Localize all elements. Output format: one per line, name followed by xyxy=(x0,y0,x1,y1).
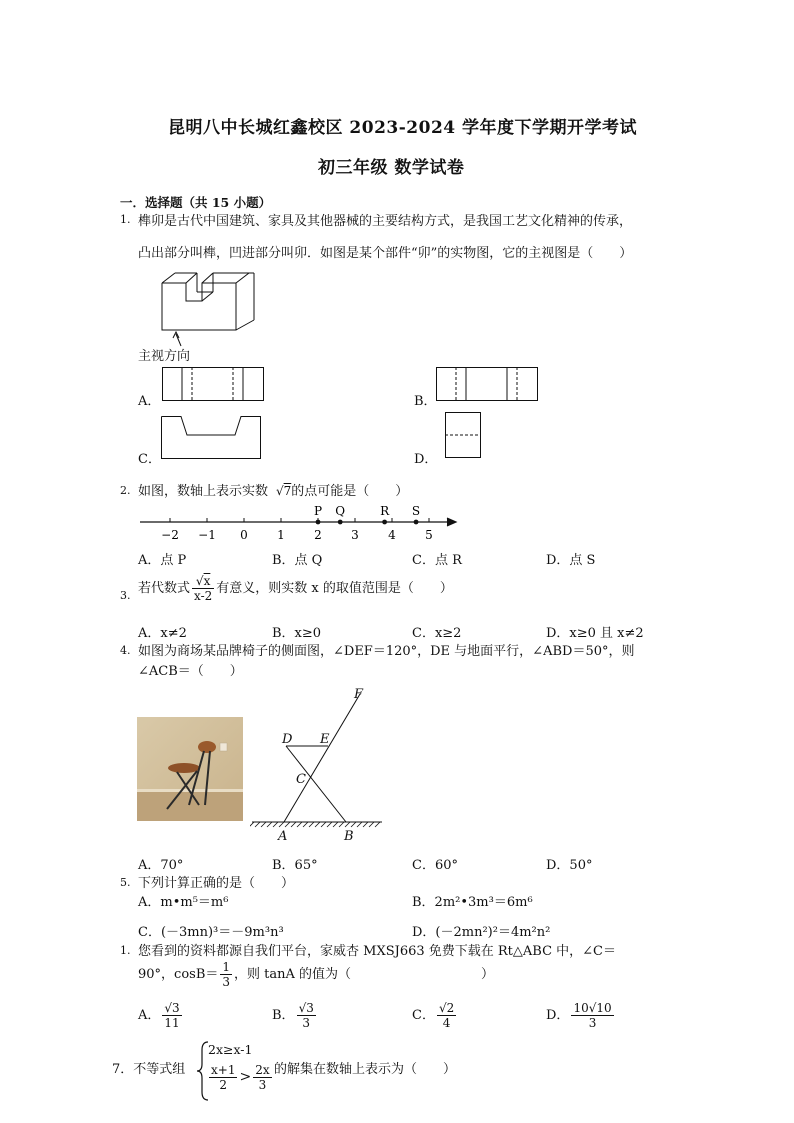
option-c[interactable]: C．60° xyxy=(412,858,458,873)
fraction-denominator: 3 xyxy=(258,1078,267,1092)
inequality-1: 2x≥x-1 xyxy=(208,1042,253,1057)
label-b: B xyxy=(344,829,354,844)
number-line-q2 xyxy=(136,500,466,544)
ground-hatch xyxy=(255,822,260,827)
ground-hatch xyxy=(261,822,266,827)
point-q xyxy=(338,520,343,525)
point-label-p: P xyxy=(313,504,323,518)
view-direction-label: 主视方向 xyxy=(138,349,191,364)
option-b-figure xyxy=(436,367,540,403)
ground-hatch xyxy=(285,822,290,827)
ground-hatch xyxy=(309,822,314,827)
option-label: D． xyxy=(546,1008,570,1023)
question-number: 4. xyxy=(120,644,131,657)
tick-label: 0 xyxy=(240,528,248,542)
point-r xyxy=(382,520,387,525)
fraction-denominator: 3 xyxy=(588,1016,597,1030)
question-text: 有意义，则实数 x 的取值范围是（ ） xyxy=(216,581,453,596)
fraction xyxy=(253,1063,271,1092)
fraction-numerator: 10√10 xyxy=(573,1001,612,1015)
fraction-numerator: √3 xyxy=(298,1001,314,1015)
question-text-part xyxy=(138,960,494,989)
fraction-denominator: 2 xyxy=(219,1078,228,1092)
ground-hatch xyxy=(357,822,362,827)
tick-label: 5 xyxy=(425,528,433,542)
option-text: D．点 S xyxy=(546,553,596,568)
option-c[interactable]: C．(－3mn)³＝－9m³n³ xyxy=(138,925,284,940)
ground-hatch xyxy=(375,822,380,827)
option-b[interactable] xyxy=(272,1001,318,1030)
question-number: 2. xyxy=(120,484,131,497)
option-b[interactable]: B．2m²•3m³＝6m⁶ xyxy=(412,895,533,910)
fraction xyxy=(162,1001,181,1030)
point-label-r: R xyxy=(380,504,390,518)
inequality-relation: > xyxy=(239,1069,252,1085)
point-label-s: S xyxy=(411,504,421,518)
ground-hatch xyxy=(303,822,308,827)
option-d-figure xyxy=(445,412,483,460)
question-text-part xyxy=(138,480,408,499)
fraction-denominator: 4 xyxy=(442,1016,451,1030)
question-text: 榫卯是古代中国建筑、家具及其他器械的主要结构方式，是我国工艺文化精神的传承， xyxy=(138,214,633,229)
ground-hatch xyxy=(369,822,374,827)
option-c[interactable] xyxy=(412,1001,458,1030)
ground-hatch xyxy=(279,822,284,827)
question-text: 若代数式 xyxy=(138,581,191,596)
option-text: A．点 P xyxy=(138,553,187,568)
ground-hatch xyxy=(351,822,356,827)
fraction xyxy=(297,1001,316,1030)
option-text: C．点 R xyxy=(412,553,462,568)
inequality-2 xyxy=(207,1063,274,1092)
question-number: 7．不等式组 xyxy=(112,1062,186,1077)
ground-hatch xyxy=(321,822,326,827)
fraction xyxy=(220,960,232,989)
tick-label: 4 xyxy=(388,528,396,542)
tick-label: 3 xyxy=(351,528,359,542)
chair-photo xyxy=(137,717,243,821)
ground-hatch xyxy=(333,822,338,827)
label-f: F xyxy=(354,687,364,702)
mortise-3d-figure xyxy=(150,268,270,350)
option-a[interactable]: A．m•m⁵＝m⁶ xyxy=(138,895,229,910)
question-text: 90°，cosB＝ xyxy=(138,967,219,982)
option-c[interactable] xyxy=(412,549,462,568)
question-number: 5. xyxy=(120,876,131,889)
option-c[interactable]: C． xyxy=(138,452,161,467)
chair-geometry-figure xyxy=(250,686,390,846)
option-text: B．点 Q xyxy=(272,553,323,568)
option-b[interactable] xyxy=(272,549,322,568)
section-heading: 一．选择题（共 15 小题） xyxy=(120,195,272,210)
fraction-denominator: 3 xyxy=(222,975,231,989)
fraction-denominator: 3 xyxy=(302,1016,311,1030)
ground-hatch xyxy=(267,822,272,827)
question-text: 如图，数轴上表示实数 xyxy=(138,484,269,499)
label-c: C xyxy=(296,772,306,787)
ground-hatch xyxy=(250,822,254,827)
option-a[interactable]: A． xyxy=(138,394,161,409)
point-p xyxy=(316,520,321,525)
tick-label: 1 xyxy=(277,528,285,542)
fraction xyxy=(571,1001,613,1030)
label-a: A xyxy=(278,829,288,844)
option-a[interactable] xyxy=(138,549,186,568)
ground-hatch xyxy=(273,822,278,827)
option-b[interactable]: B．x≥0 xyxy=(272,626,322,641)
fraction-numerator: √2 xyxy=(438,1001,455,1015)
question-number: 1. xyxy=(120,213,131,226)
tick-label: −1 xyxy=(198,528,216,542)
ground-hatch xyxy=(291,822,296,827)
ground-hatch xyxy=(327,822,332,827)
fraction-numerator: √3 xyxy=(164,1001,180,1015)
fraction-numerator: x+1 xyxy=(211,1063,236,1077)
option-c-figure xyxy=(161,416,263,462)
question-number: 3. xyxy=(120,589,131,602)
option-d[interactable]: D．50° xyxy=(546,858,593,873)
question-text: ∠ACB＝（ ） xyxy=(138,664,243,679)
question-text: 凸出部分叫榫，凹进部分叫卯．如图是某个部件“卯”的实物图，它的主视图是（ ） xyxy=(138,246,633,261)
option-a[interactable]: A．x≠2 xyxy=(138,626,187,641)
option-label: B． xyxy=(272,1008,295,1023)
fraction-numerator: 2x xyxy=(255,1063,270,1077)
page-subtitle: 初三年级 数学试卷 xyxy=(318,158,465,178)
ground-hatch xyxy=(315,822,320,827)
question-text: 的点可能是（ ） xyxy=(291,484,409,499)
label-e: E xyxy=(320,732,330,747)
question-text: 您看到的资料都源自我们平台，家威杏 MXSJ663 免费下载在 Rt△ABC 中，∠C＝ xyxy=(138,944,617,959)
option-label: A． xyxy=(138,1008,161,1023)
tick-label: 2 xyxy=(314,528,322,542)
question-text: 下列计算正确的是（ ） xyxy=(138,876,295,891)
fraction-numerator: 1 xyxy=(222,960,231,974)
option-d[interactable]: D．(－2mn²)²＝4m²n² xyxy=(412,925,551,940)
question-text: 如图为商场某品牌椅子的侧面图，∠DEF＝120°，DE 与地面平行，∠ABD＝50°，则 xyxy=(138,644,635,659)
option-label: C． xyxy=(412,1008,435,1023)
option-d[interactable] xyxy=(546,1001,616,1030)
sqrt-radicand: 7 xyxy=(283,484,292,498)
question-text: ，则 tanA 的值为（ ） xyxy=(234,967,495,982)
fraction-numerator: √x xyxy=(192,574,214,589)
ground-hatch xyxy=(339,822,344,827)
option-b[interactable]: B．65° xyxy=(272,858,318,873)
tick-label: −2 xyxy=(161,528,179,542)
fraction-denominator: x-2 xyxy=(194,589,213,603)
option-a[interactable]: A．70° xyxy=(138,858,184,873)
point-s xyxy=(414,520,419,525)
question-text-part xyxy=(138,574,453,603)
option-a[interactable] xyxy=(138,1001,184,1030)
option-d[interactable] xyxy=(546,549,595,568)
label-d: D xyxy=(282,732,293,747)
ground-hatch xyxy=(345,822,350,827)
option-d[interactable]: D． xyxy=(414,452,438,467)
fraction xyxy=(192,574,214,603)
fraction xyxy=(209,1063,237,1092)
sqrt-radicand: x xyxy=(203,574,211,588)
fraction-denominator: 11 xyxy=(164,1016,180,1030)
fraction xyxy=(437,1001,456,1030)
ground-hatch xyxy=(297,822,302,827)
question-text: 的解集在数轴上表示为（ ） xyxy=(274,1062,457,1077)
page-title: 昆明八中长城红鑫校区 2023-2024 学年度下学期开学考试 xyxy=(168,118,638,138)
ground-hatch xyxy=(363,822,368,827)
option-a-figure xyxy=(162,367,266,403)
option-c[interactable]: C．x≥2 xyxy=(412,626,462,641)
option-d[interactable]: D．x≥0 且 x≠2 xyxy=(546,626,644,641)
point-label-q: Q xyxy=(335,504,346,518)
option-b[interactable]: B． xyxy=(414,394,437,409)
question-number: 1. xyxy=(120,944,131,957)
sqrt-expression: √7 xyxy=(272,484,292,498)
